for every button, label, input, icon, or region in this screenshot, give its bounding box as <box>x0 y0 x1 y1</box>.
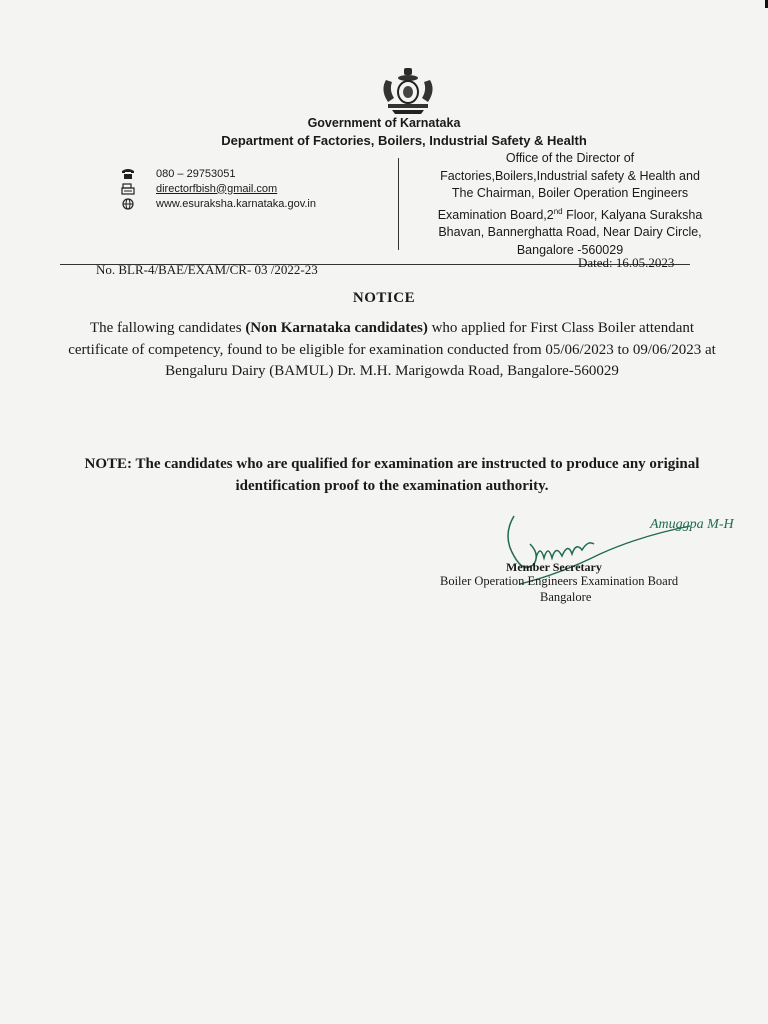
office-line: Factories,Boilers,Industrial safety & Health and <box>440 168 700 183</box>
contact-email-row <box>120 181 316 196</box>
notice-title: NOTICE <box>352 290 416 306</box>
department-title: Department of Factories, Boilers, Industrial Safety & Health <box>221 133 587 148</box>
office-line: Bangalore -560029 <box>516 242 624 257</box>
candidate-category: (Non Karnataka candidates) <box>245 320 428 336</box>
contact-phone-row <box>120 166 316 181</box>
globe-icon <box>120 198 136 210</box>
office-address <box>410 150 730 259</box>
dated: Dated: 16.05.2023 <box>578 255 675 270</box>
office-line: Office of the Director of <box>505 151 635 165</box>
office-line: Bhavan, Bannerghatta Road, Near Dairy Circle, <box>438 225 702 240</box>
reference-number: No. BLR-4/BAE/EXAM/CR- 03 /2022-23 <box>96 262 318 277</box>
website-link[interactable]: www.esuraksha.karnataka.gov.in <box>156 197 316 210</box>
signatory-city: Bangalore <box>540 590 592 604</box>
government-title: Government of Karnataka <box>307 116 461 130</box>
header-divider <box>398 158 399 250</box>
email-link[interactable]: directorfbish@gmail.com <box>156 182 278 195</box>
notice-note: NOTE: The candidates who are qualified for examination are instructed to produce any original identification proof to the examination authority. <box>84 456 700 494</box>
phone-number: 080 – 29753051 <box>156 167 236 180</box>
signatory-title: Member Secretary <box>506 560 602 574</box>
state-emblem-icon <box>378 66 438 116</box>
phone-icon <box>120 168 136 180</box>
contact-website-row <box>120 196 316 211</box>
signature-label: Amuggpa M-H <box>650 517 734 532</box>
fax-icon <box>120 183 136 195</box>
office-line: The Chairman, Boiler Operation Engineers <box>451 186 689 200</box>
contact-block <box>120 166 316 211</box>
office-line: Examination Board,2nd Floor, Kalyana Suraksha <box>437 206 703 222</box>
signatory-board: Boiler Operation Engineers Examination Board <box>440 574 679 588</box>
notice-body: The fallowing candidates (Non Karnataka candidates) who applied for First Class Boiler attendant certificate of competency, found to be eligible for examination conducted from 05/06/2023 to 09/06/2023 at Bengaluru Dairy (BAMUL) Dr. M.H. Marigowda Road, Bangalore-560029 <box>68 320 716 379</box>
